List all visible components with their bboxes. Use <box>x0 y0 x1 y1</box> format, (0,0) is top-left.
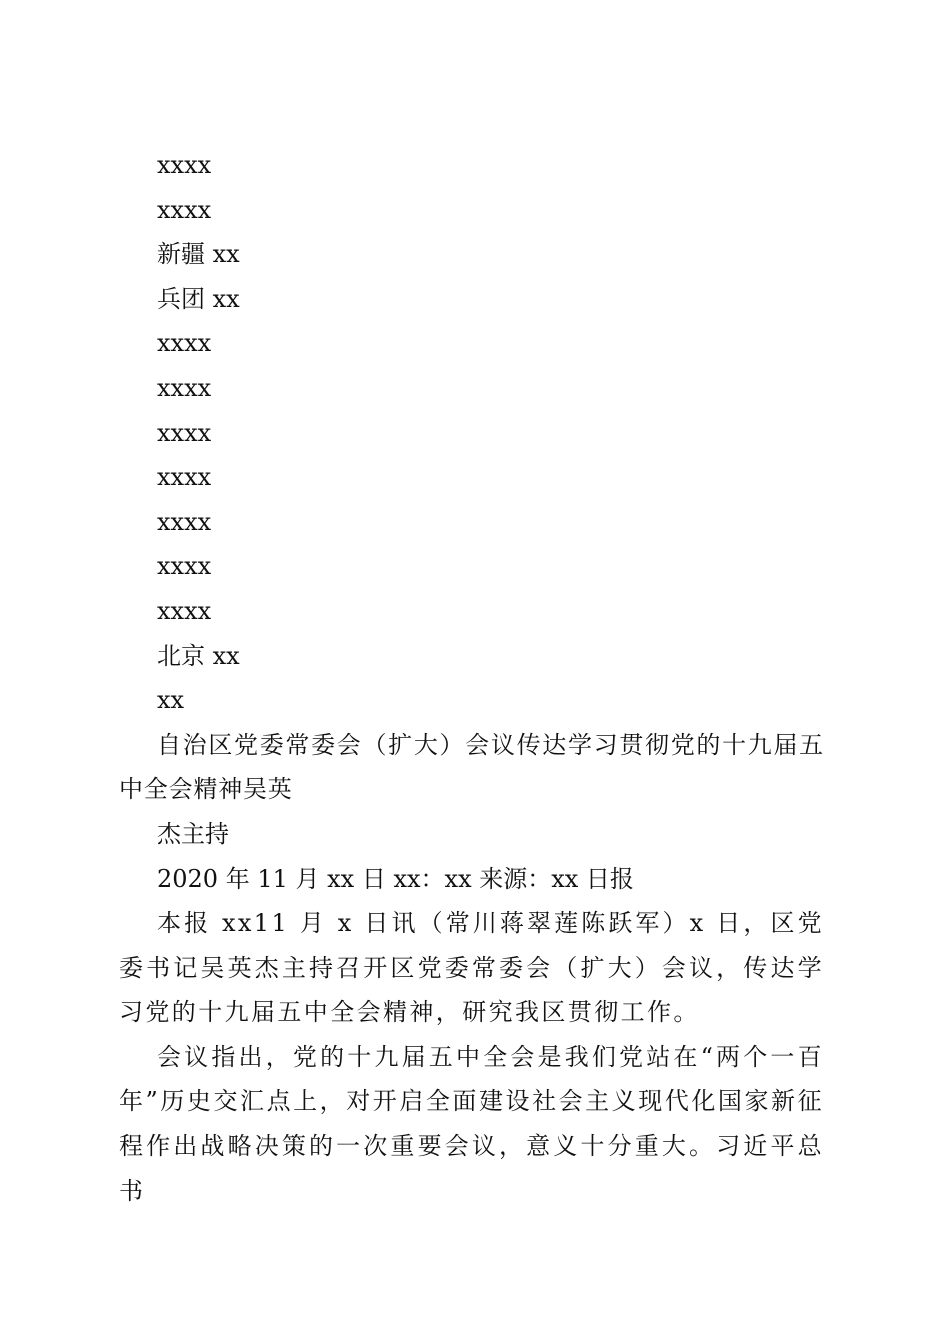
text-line: 新疆 xx <box>157 240 240 269</box>
headline: 自治区党委常委会（扩大）会议传达学习贯彻党的十九届五中全会精神吴英 <box>119 730 824 804</box>
text-line: xxxx <box>157 463 212 492</box>
document-body <box>119 143 824 1213</box>
dateline: 2020 年 11 月 xx 日 xx：xx 来源：xx 日报 <box>157 864 634 893</box>
paragraph-2: 会议指出，党的十九届五中全会是我们党站在“两个一百年”历史交汇点上，对开启全面建设社会主义现代化国家新征程作出战略决策的一次重要会议，意义十分重大。习近平总书 <box>119 1042 824 1205</box>
text-line: xxxx <box>157 596 212 625</box>
text-line: xxxx <box>157 418 212 447</box>
text-line: xxxx <box>157 507 212 536</box>
text-line: xxxx <box>157 552 212 581</box>
text-line: xx <box>157 686 185 715</box>
text-line: 兵团 xx <box>157 284 240 313</box>
paragraph-1: 本报 xx11 月 x 日讯（常川蒋翠莲陈跃军）x 日，区党委书记吴英杰主持召开区党委常委会（扩大）会议，传达学习党的十九届五中全会精神，研究我区贯彻工作。 <box>119 909 824 1027</box>
text-line: xxxx <box>157 151 212 179</box>
text-line: xxxx <box>157 373 212 402</box>
text-line: 北京 xx <box>157 641 240 670</box>
text-line: xxxx <box>157 329 212 358</box>
headline-continuation: 杰主持 <box>157 819 229 848</box>
text-line: xxxx <box>157 195 212 224</box>
